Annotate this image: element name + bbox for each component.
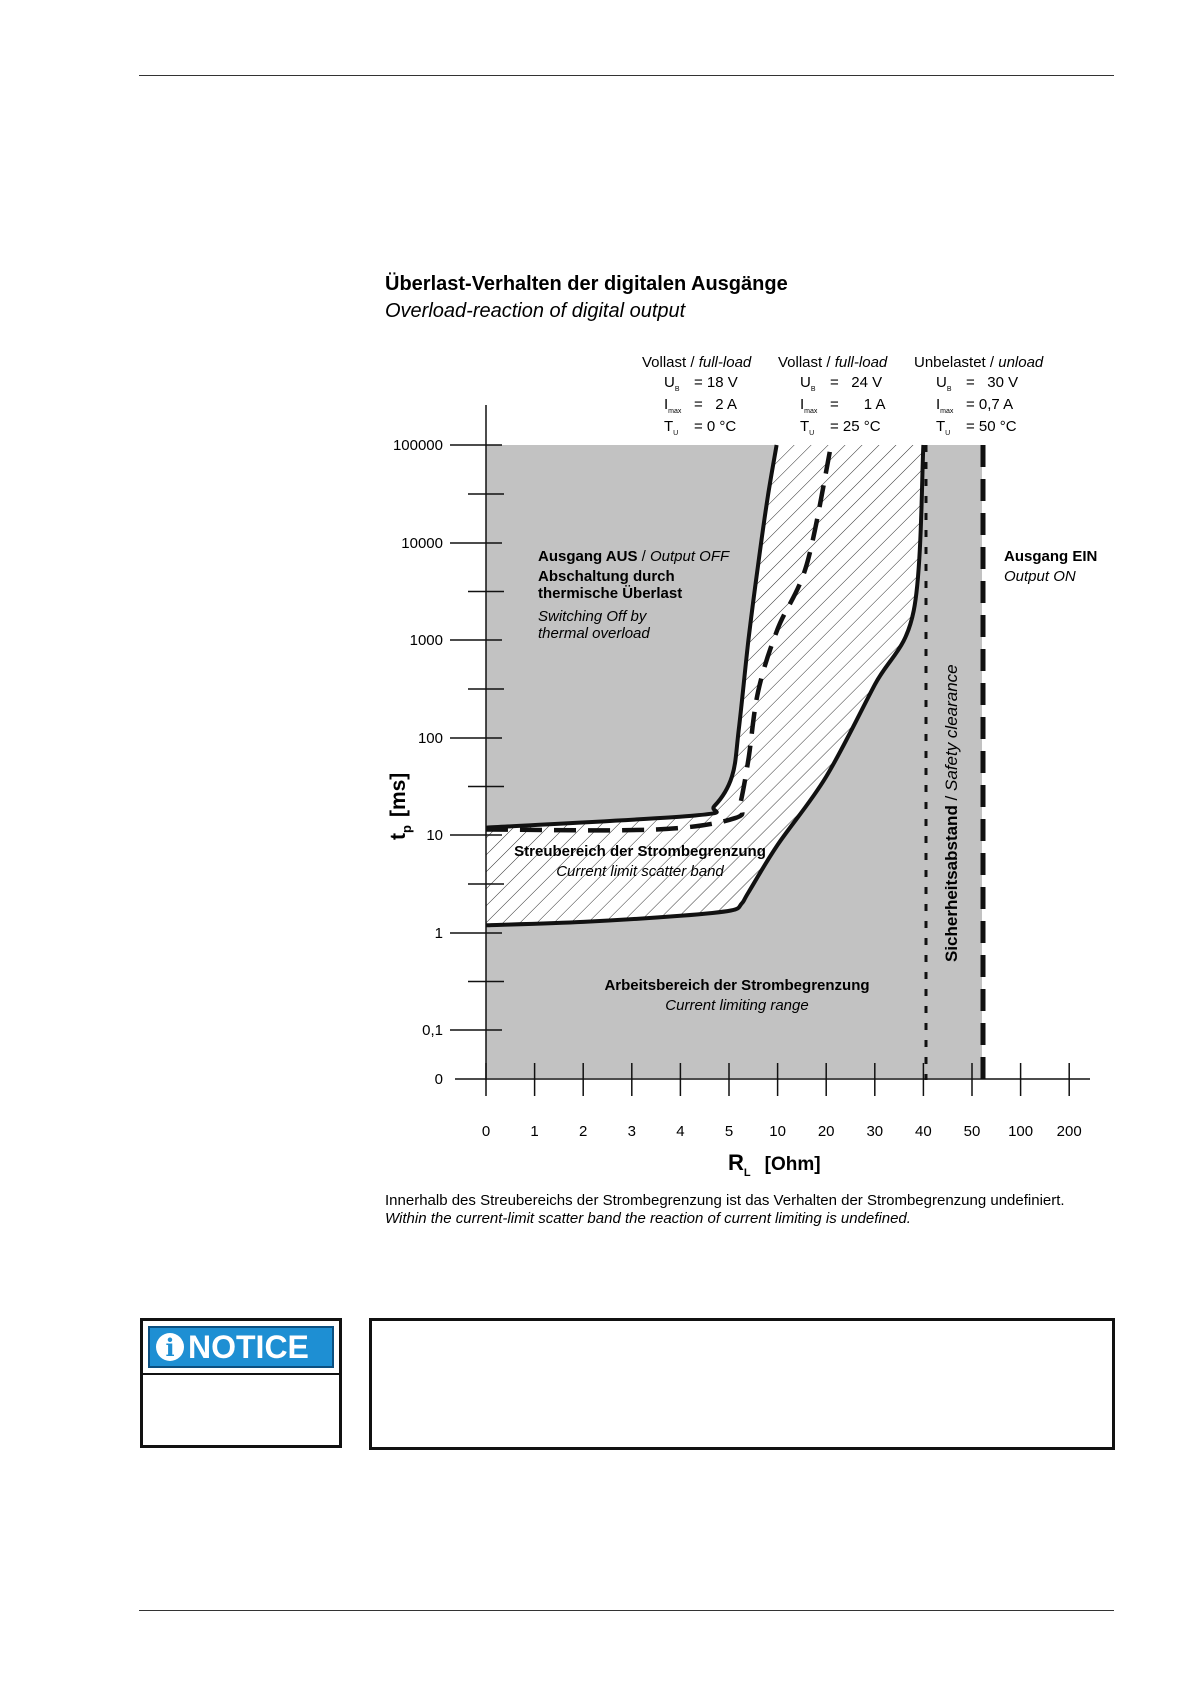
condition-symbol-sub: max (940, 408, 954, 415)
condition-header (778, 354, 888, 371)
condition-header-sep: / (985, 354, 999, 371)
condition-symbol (664, 418, 678, 437)
condition-header-en: full-load (834, 354, 888, 371)
y-tick-label: 10000 (401, 535, 443, 552)
condition-symbol (664, 374, 680, 393)
y-tick-label: 100000 (392, 437, 443, 454)
y-tick-label: 100 (417, 730, 443, 747)
y-axis-label (387, 773, 414, 840)
off-region-title-de: Ausgang AUS (538, 548, 638, 565)
clearance-label (942, 664, 961, 962)
footnote-en: Within the current-limit scatter band the reaction of current limiting is undefined. (385, 1210, 911, 1227)
x-axis-unit: [Ohm] (764, 1154, 821, 1175)
condition-symbol-sub: U (809, 430, 815, 437)
x-tick-label: 2 (579, 1123, 588, 1140)
limit-range-label-en: Current limiting range (665, 997, 809, 1014)
scatter-band-label-de: Streubereich der Strombegrenzung (514, 843, 766, 860)
x-tick-label: 200 (1056, 1123, 1082, 1140)
x-tick-label: 50 (963, 1123, 981, 1140)
condition-header-de: Unbelastet (914, 354, 986, 371)
condition-header-de: Vollast (778, 354, 823, 371)
info-icon: i (156, 1333, 184, 1361)
notice-content-box (369, 1318, 1115, 1450)
condition-symbol-main: T (936, 418, 946, 435)
y-axis-symbol: t (387, 833, 410, 840)
y-tick-label: 1000 (409, 632, 443, 649)
off-reason-line1: Abschaltung durch (538, 568, 675, 585)
condition-symbol-sub: max (804, 408, 818, 415)
clearance-label-de: Sicherheitsabstand (942, 805, 961, 962)
condition-header-sep: / (686, 354, 699, 371)
condition-symbol (936, 418, 950, 437)
condition-symbol-main: T (664, 418, 674, 435)
x-tick-label: 20 (817, 1123, 835, 1140)
condition-value: = 0,7 A (966, 396, 1014, 413)
notice-header (148, 1326, 334, 1368)
condition-header-en: full-load (698, 354, 752, 371)
condition-value: = 18 V (694, 374, 738, 391)
condition-value: = 30 V (966, 374, 1019, 391)
condition-value: = 1 A (830, 396, 886, 413)
x-tick-label: 10 (769, 1123, 786, 1140)
condition-value: = 50 °C (966, 418, 1017, 435)
chart-title: Überlast-Verhalten der digitalen Ausgänge (385, 273, 788, 295)
x-tick-label: 30 (866, 1123, 884, 1140)
condition-symbol-main: I (664, 396, 669, 413)
y-tick-label: 1 (434, 925, 443, 942)
condition-symbol (936, 396, 954, 415)
condition-symbol (800, 396, 818, 415)
condition-header-sep: / (822, 354, 835, 371)
x-tick-label: 1 (530, 1123, 539, 1140)
chart-subtitle: Overload-reaction of digital output (385, 300, 686, 322)
condition-symbol (936, 374, 952, 393)
clearance-label-en: Safety clearance (942, 664, 961, 791)
output-on-label-de: Ausgang EIN (1004, 548, 1098, 565)
off-region-title-en: Output OFF (649, 548, 730, 565)
x-tick-label: 3 (627, 1123, 636, 1140)
condition-symbol (664, 396, 682, 415)
off-reason-en-line2: thermal overload (538, 625, 650, 642)
x-axis-sub: L (743, 1167, 751, 1179)
condition-symbol-main: T (800, 418, 810, 435)
off-reason-en-line1: Switching Off by (538, 608, 647, 625)
footnote-de: Innerhalb des Streubereichs der Strombegrenzung ist das Verhalten der Strombegrenzung undefiniert. (385, 1192, 1065, 1209)
y-axis-unit: [ms] (387, 772, 410, 818)
x-axis-label (728, 1150, 821, 1179)
x-tick-label: 40 (915, 1123, 932, 1140)
notice-box (140, 1318, 342, 1448)
condition-header (914, 354, 1044, 371)
condition-symbol-sub: B (946, 386, 952, 393)
condition-symbol-sub: U (673, 430, 679, 437)
x-tick-label: 4 (676, 1123, 685, 1140)
condition-symbol (800, 418, 814, 437)
condition-symbol-main: U (800, 374, 811, 391)
off-region-title (538, 548, 730, 565)
condition-symbol (800, 374, 816, 393)
y-tick-label: 0 (434, 1071, 443, 1088)
condition-symbol-sub: U (945, 430, 951, 437)
condition-symbol-main: I (936, 396, 941, 413)
condition-value: = 2 A (694, 396, 737, 413)
condition-value: = 25 °C (830, 418, 881, 435)
output-on-label-en: Output ON (1004, 568, 1076, 585)
x-tick-label: 100 (1008, 1123, 1034, 1140)
y-tick-label: 10 (426, 827, 443, 844)
off-reason-line2: thermische Überlast (538, 585, 683, 602)
condition-symbol-main: U (936, 374, 947, 391)
condition-value: = 24 V (830, 374, 883, 391)
y-axis-sub: p (399, 825, 414, 833)
y-tick-label: 0,1 (422, 1022, 443, 1039)
condition-symbol-sub: B (810, 386, 816, 393)
clearance-label-sep: / (942, 791, 961, 806)
off-region-sep: / (637, 548, 650, 565)
x-tick-label: 5 (724, 1123, 734, 1140)
condition-symbol-main: I (800, 396, 805, 413)
condition-symbol-sub: B (674, 386, 680, 393)
condition-symbol-main: U (664, 374, 675, 391)
condition-header-de: Vollast (642, 354, 687, 371)
condition-header (642, 354, 752, 371)
notice-label: NOTICE (188, 1328, 309, 1365)
notice-divider (143, 1373, 339, 1375)
scatter-band-label-en: Current limit scatter band (556, 863, 724, 880)
x-axis-symbol: R (728, 1150, 744, 1175)
limit-range-label-de: Arbeitsbereich der Strombegrenzung (604, 977, 870, 994)
x-tick-label: 0 (481, 1123, 491, 1140)
condition-symbol-sub: max (668, 408, 682, 415)
condition-header-en: unload (998, 354, 1044, 371)
condition-value: = 0 °C (694, 418, 737, 435)
